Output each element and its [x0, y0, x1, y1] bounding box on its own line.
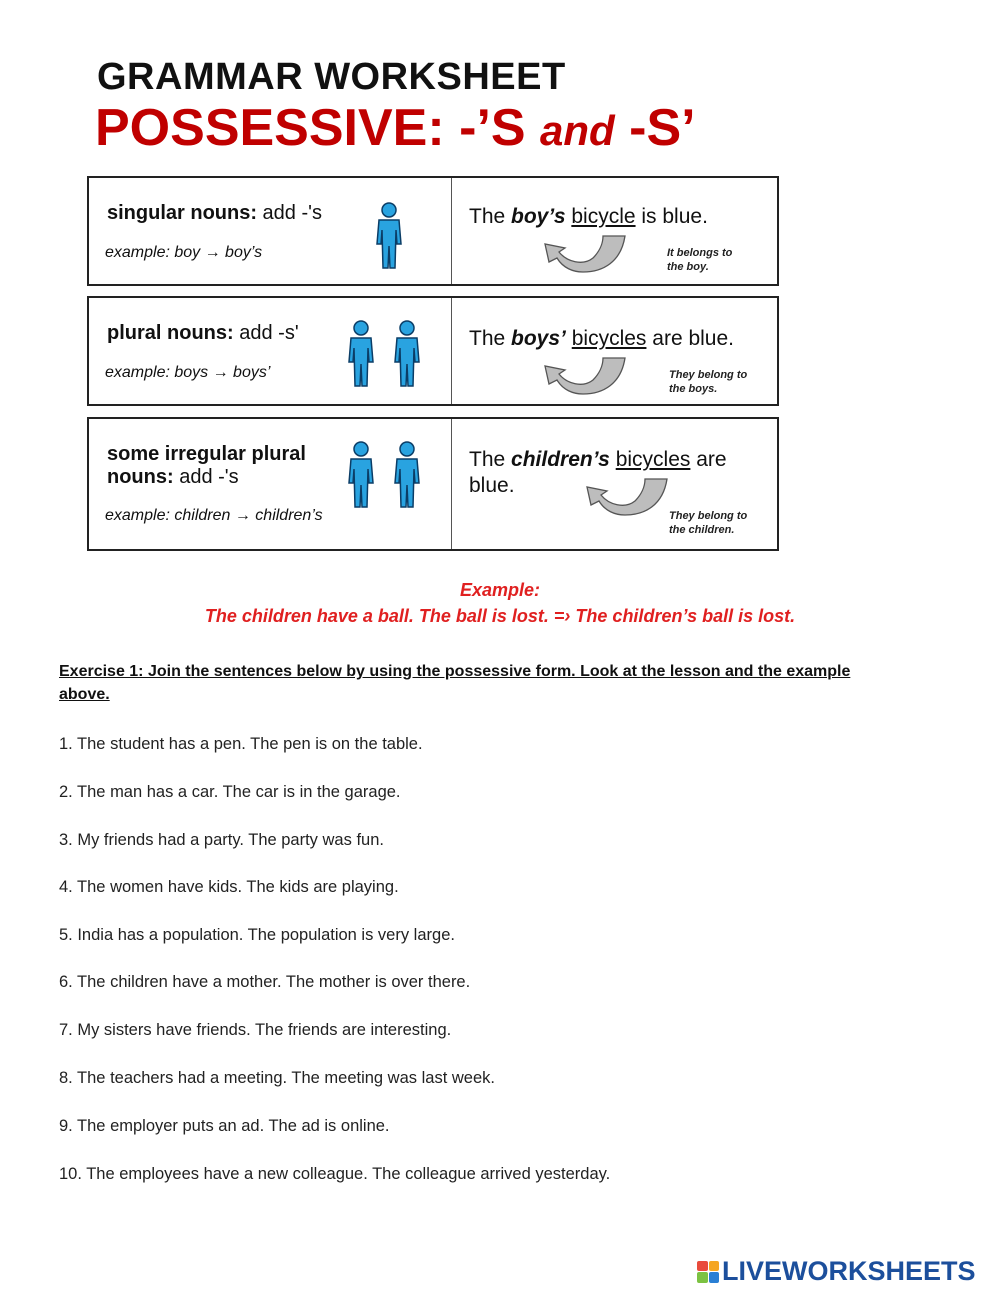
subtitle-and: and	[540, 107, 615, 154]
rule-note: It belongs to the boy.	[667, 247, 733, 273]
person-icon	[373, 202, 405, 270]
exercise-item: 9. The employer puts an ad. The ad is online.	[59, 1117, 390, 1135]
exercise-item: 6. The children have a mother. The mother is over there.	[59, 973, 471, 991]
rule-box-plural	[87, 296, 779, 406]
rule-sentence: The boy’s bicycle is blue.	[469, 205, 708, 228]
subtitle-part1: POSSESSIVE: -’S	[95, 99, 541, 157]
rule-heading: singular nouns: add -'s	[107, 202, 322, 224]
rule-sentence: The boys’ bicycles are blue.	[469, 327, 734, 350]
logo-blocks-icon	[697, 1261, 719, 1283]
rule-heading: plural nouns: add -s'	[107, 322, 299, 344]
example-text: The children have a ball. The ball is lost. =› The children’s ball is lost.	[204, 606, 796, 626]
rule-example: example: boys → boys’	[105, 364, 271, 381]
rule-note: They belong to the children.	[669, 510, 748, 536]
person-icon	[391, 320, 423, 388]
rule-box-singular	[87, 176, 779, 286]
exercise-item: 4. The women have kids. The kids are playing.	[59, 878, 399, 896]
exercise-item: 1. The student has a pen. The pen is on the table.	[59, 735, 423, 753]
rule-left-panel	[89, 419, 452, 549]
rule-right-panel	[451, 298, 777, 404]
logo-text: LIVEWORKSHEETS	[722, 1256, 976, 1286]
exercise-item: 10. The employees have a new colleague. The colleague arrived yesterday.	[59, 1165, 611, 1183]
exercise-title: Exercise 1: Join the sentences below by using the possessive form. Look at the lesson and the example above.	[59, 663, 851, 703]
example-label: Example:	[459, 580, 541, 600]
worksheet-title: GRAMMAR WORKSHEET	[97, 56, 566, 98]
exercise-item: 7. My sisters have friends. The friends are interesting.	[59, 1021, 452, 1039]
subtitle-part2: -S’	[614, 99, 696, 157]
exercise-item: 8. The teachers had a meeting. The meeting was last week.	[59, 1069, 495, 1087]
rule-example: example: boy → boy’s	[105, 244, 263, 261]
exercise-item: 2. The man has a car. The car is in the garage.	[59, 783, 401, 801]
curved-arrow-icon	[575, 475, 671, 519]
curved-arrow-icon	[533, 232, 629, 276]
rule-right-panel	[451, 178, 777, 284]
exercise-item: 5. India has a population. The population is very large.	[59, 926, 455, 944]
liveworksheets-logo[interactable]	[697, 1256, 976, 1287]
person-icon	[345, 320, 377, 388]
worksheet-subtitle	[95, 98, 696, 158]
rule-left-panel	[89, 178, 452, 284]
rule-sentence: The children’s bicycles are blue.	[469, 448, 727, 497]
exercise-item: 3. My friends had a party. The party was fun.	[59, 831, 384, 849]
rule-note: They belong to the boys.	[669, 369, 748, 395]
rule-box-irregular	[87, 417, 779, 551]
rule-heading: some irregular plural nouns: add -'s	[107, 443, 306, 488]
rule-right-panel	[451, 419, 777, 549]
person-icon	[391, 441, 423, 509]
curved-arrow-icon	[533, 354, 629, 398]
rule-example: example: children → children’s	[105, 507, 323, 524]
rule-left-panel	[89, 298, 452, 404]
person-icon	[345, 441, 377, 509]
